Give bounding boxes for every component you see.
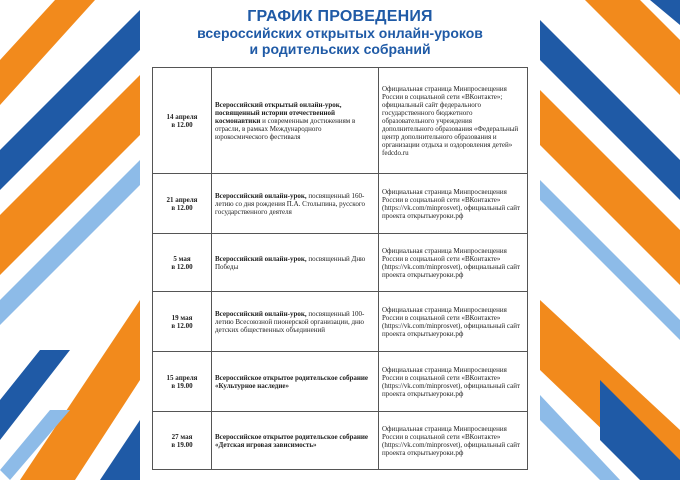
date: 27 мая xyxy=(171,432,193,441)
venue-cell: Официальная страница Минпросвещения России в социальной сети «ВКонтакте» (https://vk.com/minprosvet), официальный сайт проекта открытыеуроки.рф xyxy=(379,352,528,412)
table-row xyxy=(153,412,528,470)
date-cell xyxy=(153,352,212,412)
date: 15 апреля xyxy=(166,373,198,382)
date: 19 мая xyxy=(171,313,193,322)
time: в 12.00 xyxy=(171,262,193,271)
event-cell xyxy=(212,412,379,470)
date: 21 апреля xyxy=(166,195,198,204)
event-rest: посвященный 100-летию Всесоюзной пионерской организации, дню детских общественных объединений xyxy=(215,309,365,334)
time: в 19.00 xyxy=(171,440,193,449)
event-bold: космонавтики xyxy=(215,116,261,125)
event-cell xyxy=(212,174,379,234)
event-cell xyxy=(212,352,379,412)
date: 14 апреля xyxy=(166,112,198,121)
event-cell xyxy=(212,68,379,174)
event-rest: посвященный 160-летию со дня рождения П.А. Столыпина, русского государственного деятеля xyxy=(215,191,366,216)
venue-cell: Официальная страница Минпросвещения России в социальной сети «ВКонтакте» (https://vk.com/minprosvet), официальный сайт проекта открытыеуроки.рф xyxy=(379,412,528,470)
date-cell xyxy=(153,292,212,352)
schedule-sheet xyxy=(150,64,526,474)
time: в 12.00 xyxy=(171,203,193,212)
time: в 19.00 xyxy=(171,381,193,390)
event-lead: Всероссийское открытое родительское собрание «Детская игровая зависимость» xyxy=(215,432,369,449)
venue-cell: Официальная страница Минпросвещения России в социальной сети «ВКонтакте» (https://vk.com/minprosvet), официальный сайт проекта открытыеуроки.рф xyxy=(379,292,528,352)
title-line-3: и родительских собраний xyxy=(249,41,431,57)
table-row xyxy=(153,292,528,352)
page-title xyxy=(150,8,530,57)
event-cell xyxy=(212,292,379,352)
date-cell xyxy=(153,68,212,174)
venue-cell: Официальная страница Минпросвещения России в социальной сети «ВКонтакте» (https://vk.com/minprosvet), официальный сайт проекта открытыеуроки.рф xyxy=(379,234,528,292)
table-row xyxy=(153,352,528,412)
title-line-1: ГРАФИК ПРОВЕДЕНИЯ xyxy=(247,8,433,25)
title-line-2: всероссийских открытых онлайн-уроков xyxy=(197,25,483,41)
event-lead: Всероссийский онлайн-урок, xyxy=(215,191,307,200)
time: в 12.00 xyxy=(171,321,193,330)
event-cell xyxy=(212,234,379,292)
venue-cell: Официальная страница Минпросвещения России в социальной сети «ВКонтакте»; официальный сайт федерального государственного бюджетного образовательного учреждения дополнительного образования «Федеральный центр дополнительного образования и организации отдыха и оздоровления детей» fedcdo.ru xyxy=(379,68,528,174)
event-lead: Всероссийский онлайн-урок, xyxy=(215,309,307,318)
date-cell xyxy=(153,412,212,470)
event-lead: Всероссийский открытый онлайн-урок, посвященный истории отечественной xyxy=(215,100,342,117)
date: 5 мая xyxy=(173,254,191,263)
table-row xyxy=(153,68,528,174)
event-rest: посвященный Дню Победы xyxy=(215,254,366,271)
event-lead: Всероссийское открытое родительское собрание «Культурное наследие» xyxy=(215,373,369,390)
date-cell xyxy=(153,234,212,292)
event-lead: Всероссийский онлайн-урок, xyxy=(215,254,307,263)
event-rest: и современным достижениям в отрасли, в рамках Международного юрокосмического фестиваля xyxy=(215,116,356,141)
date-cell xyxy=(153,174,212,234)
table-row xyxy=(153,234,528,292)
table-row xyxy=(153,174,528,234)
schedule-table xyxy=(152,67,528,470)
time: в 12.00 xyxy=(171,120,193,129)
venue-cell: Официальная страница Минпросвещения России в социальной сети «ВКонтакте» (https://vk.com/minprosvet), официальный сайт проекта открытыеуроки.рф xyxy=(379,174,528,234)
